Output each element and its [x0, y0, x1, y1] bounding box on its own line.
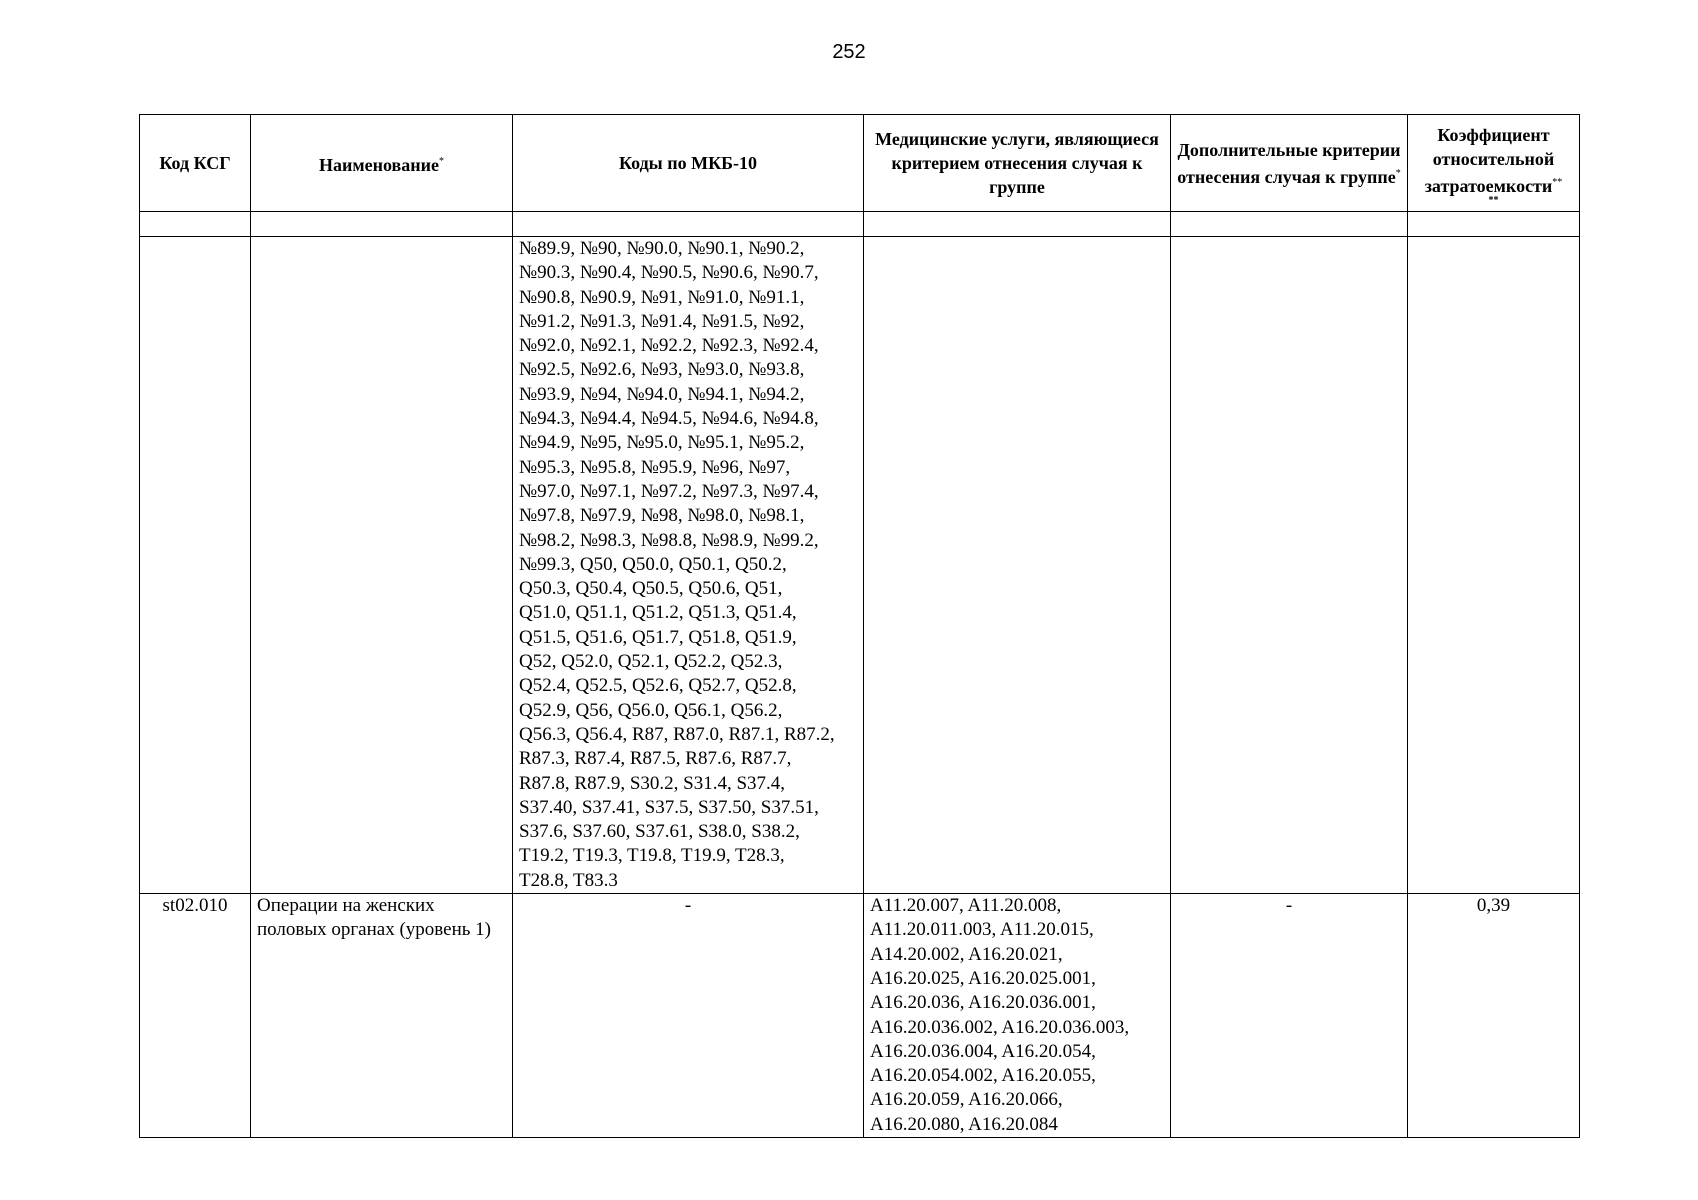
header-additional-criteria: Дополнительные критерии отнесения случая к группе* [1171, 115, 1408, 212]
ksg-table [139, 114, 1580, 1138]
cell-name: Операции на женских половых органах (уровень 1) [251, 894, 513, 1138]
header-coef-footnote-mark: ** [1552, 176, 1563, 188]
cell-mkb-codes: №89.9, №90, №90.0, №90.1, №90.2, №90.3, №90.4, №90.5, №90.6, №90.7, №90.8, №90.9, №91, №91.0, №91.1, №91.2, №91.3, №91.4, №91.5, №92, №92.0, №92.1, №92.2, №92.3, №92.4, №92.5, №92.6, №93, №93.0, №93.8, №93.9, №94, №94.0, №94.1, №94.2, №94.3, №94.4, №94.5, №94.6, №94.8, №94.9, №95, №95.0, №95.1, №95.2, №95.3, №95.8, №95.9, №96, №97, №97.0, №97.1, №97.2, №97.3, №97.4, №97.8, №97.9, №98, №98.0, №98.1, №98.2, №98.3, №98.8, №98.9, №99.2, №99.3, Q50, Q50.0, Q50.1, Q50.2, Q50.3, Q50.4, Q50.5, Q50.6, Q51, Q51.0, Q51.1, Q51.2, Q51.3, Q51.4, Q51.5, Q51.6, Q51.7, Q51.8, Q51.9, Q52, Q52.0, Q52.1, Q52.2, Q52.3, Q52.4, Q52.5, Q52.6, Q52.7, Q52.8, Q52.9, Q56, Q56.0, Q56.1, Q56.2, Q56.3, Q56.4, R87, R87.0, R87.1, R87.2, R87.3, R87.4, R87.5, R87.6, R87.7, R87.8, R87.9, S30.2, S31.4, S37.4, S37.40, S37.41, S37.5, S37.50, S37.51, S37.6, S37.60, S37.61, S38.0, S38.2, T19.2, T19.3, T19.8, T19.9, T28.3, T28.8, T83.3 [513, 237, 864, 894]
header-name-footnote-mark: * [439, 155, 444, 167]
cell-additional [1171, 237, 1408, 894]
cell-services [864, 237, 1171, 894]
cell-services: A11.20.007, A11.20.008, A11.20.011.003, A11.20.015, A14.20.002, A16.20.021, A16.20.025, A16.20.025.001, A16.20.036, A16.20.036.001, A16.20.036.002, A16.20.036.003, A16.20.036.004, A16.20.054, A16.20.054.002, A16.20.055, A16.20.059, A16.20.066, A16.20.080, A16.20.084 [864, 894, 1171, 1138]
cell-coefficient: 0,39 [1408, 894, 1580, 1138]
header-services: Медицинские услуги, являющиеся критерием отнесения случая к группе [864, 115, 1171, 212]
header-additional-footnote-mark: * [1395, 167, 1401, 179]
cell-additional: - [1171, 894, 1408, 1138]
table-header-row [140, 115, 1580, 212]
header-mkb-codes: Коды по МКБ-10 [513, 115, 864, 212]
page-number: 252 [832, 41, 866, 63]
table-row [140, 237, 1580, 894]
spacer-row [140, 212, 1580, 237]
cell-coefficient [1408, 237, 1580, 894]
cell-mkb-codes: - [513, 894, 864, 1138]
cell-code [140, 237, 251, 894]
header-coefficient: Коэффициент относительной затратоемкости** ** [1408, 115, 1580, 212]
table-row [140, 894, 1580, 1138]
header-name: Наименование* [251, 115, 513, 212]
cell-code: st02.010 [140, 894, 251, 1138]
cell-name [251, 237, 513, 894]
header-coef-footnote-mark-2: ** [1488, 194, 1499, 206]
header-code: Код КСГ [140, 115, 251, 212]
